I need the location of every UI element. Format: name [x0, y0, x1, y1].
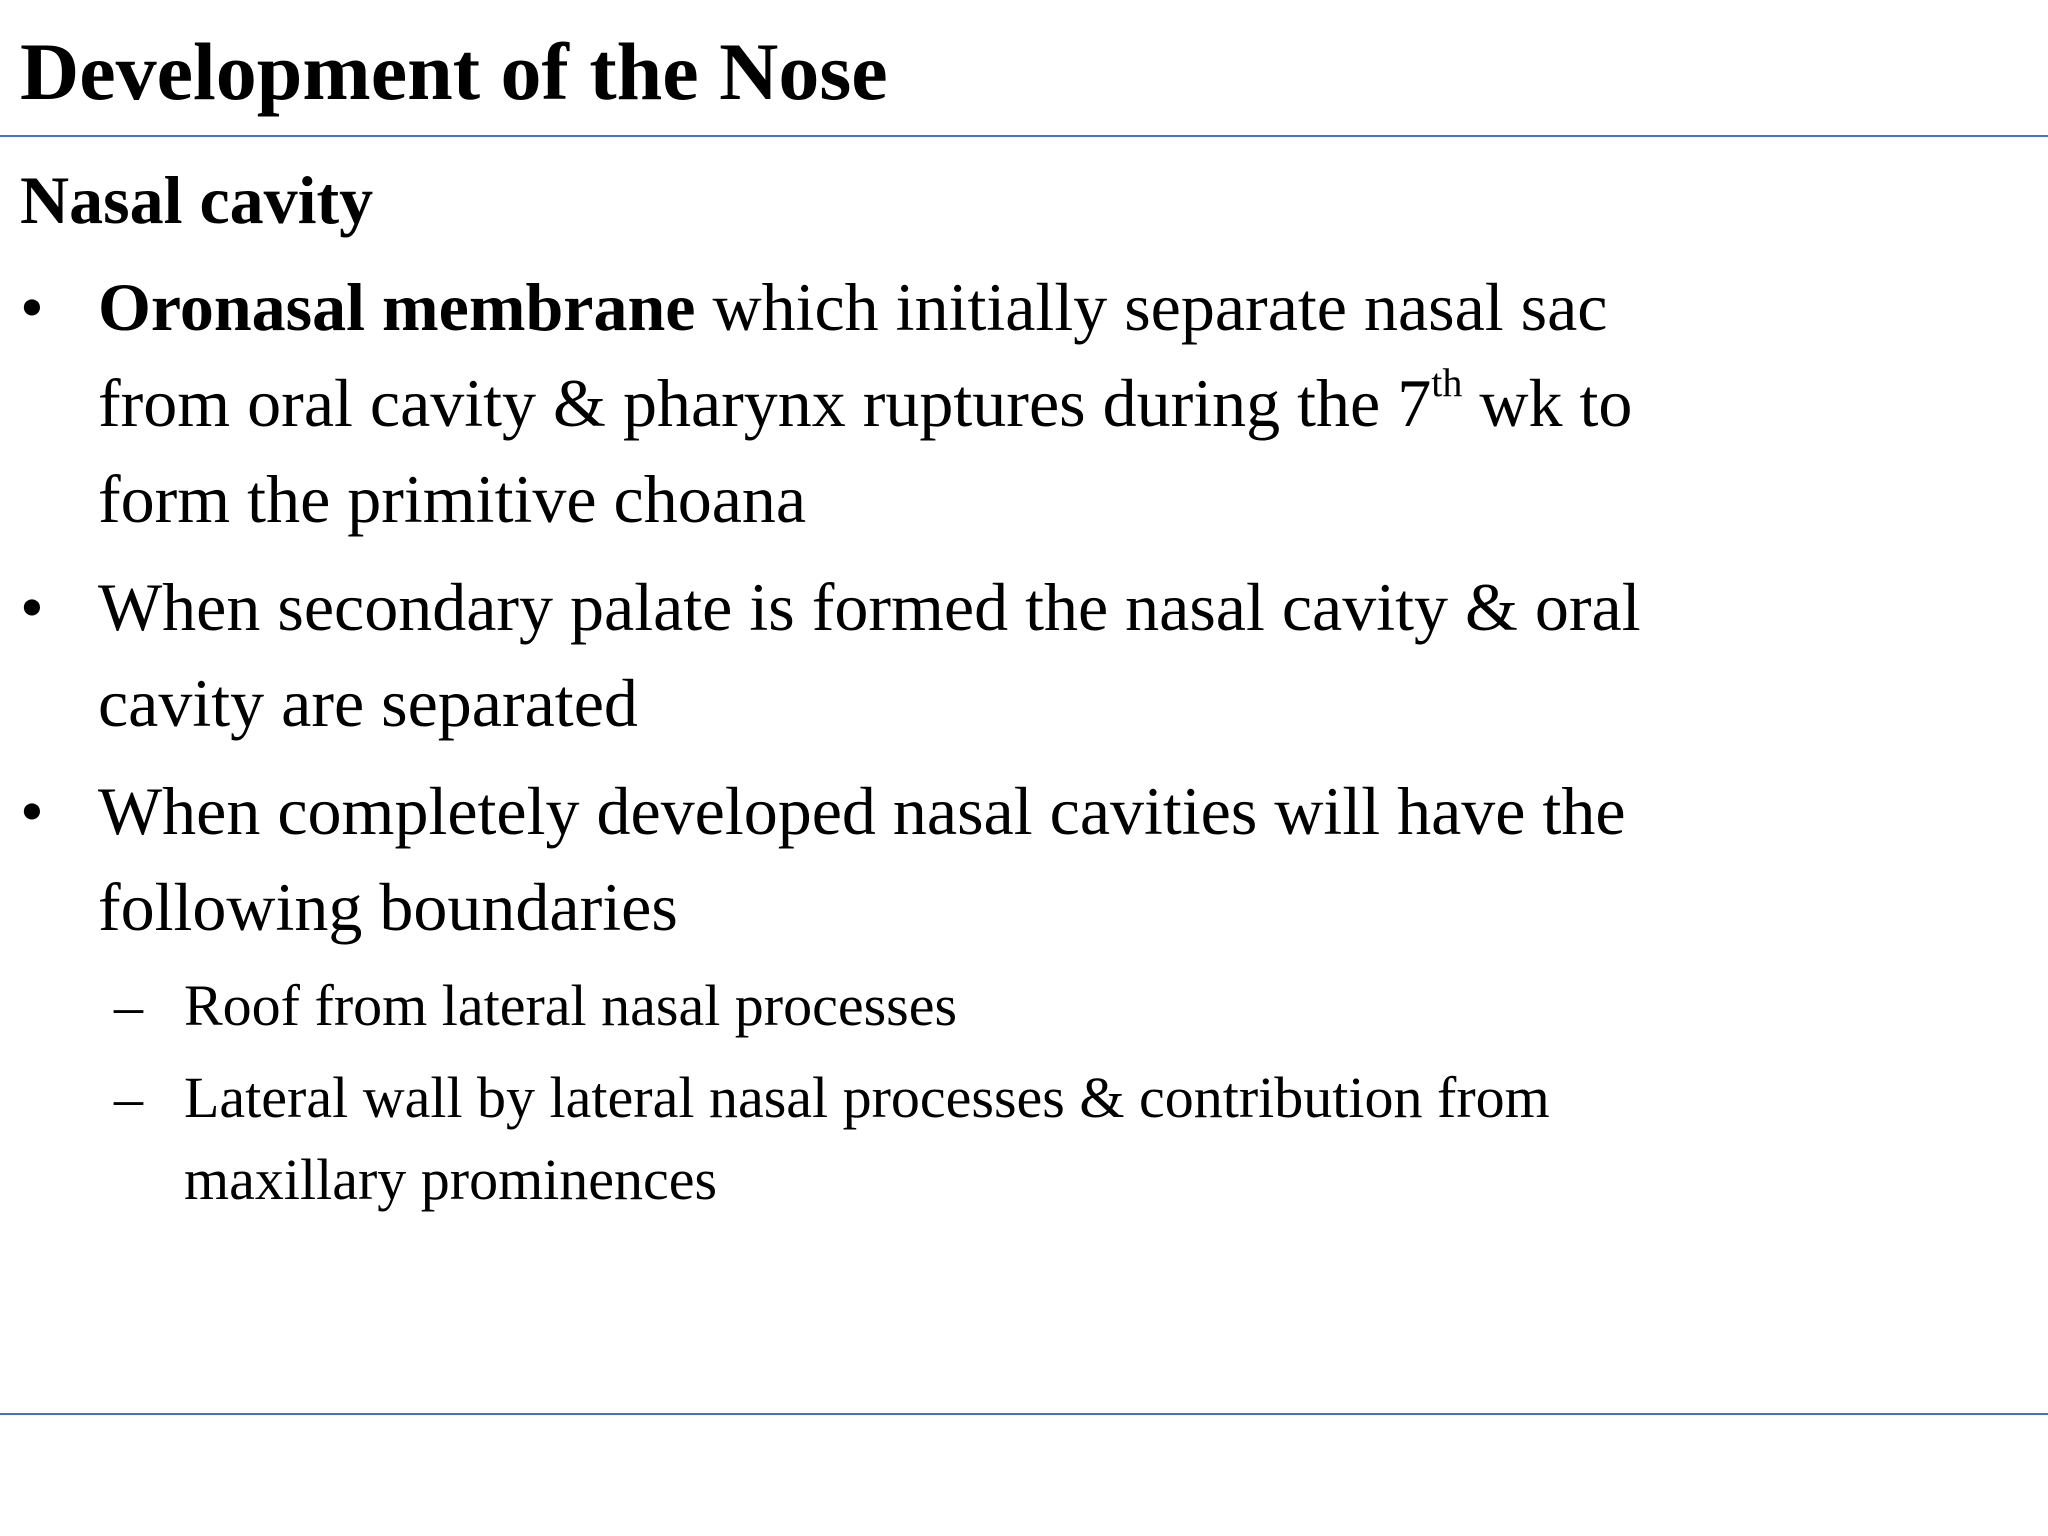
sub-bullet-line: maxillary prominences: [184, 1147, 718, 1212]
bullet-dot-icon: •: [20, 773, 44, 849]
bullet-text: which initially separate nasal sac: [695, 269, 1608, 345]
slide-title: Development of the Nose: [20, 26, 888, 117]
sub-bullet-line: Lateral wall by lateral nasal processes & contribution from: [184, 1065, 1550, 1130]
bullet-text: wk to: [1462, 365, 1633, 441]
superscript: th: [1431, 360, 1463, 406]
bullet-item: [20, 559, 2020, 751]
sub-bullet-line: Roof from lateral nasal processes: [184, 973, 958, 1038]
bullet-line: following boundaries: [98, 869, 678, 945]
bullet-dot-icon: •: [20, 569, 44, 645]
sub-bullet-list: [98, 965, 2020, 1221]
bullet-line: [98, 355, 2020, 451]
bullet-item: [20, 259, 2020, 547]
bullet-list: [20, 259, 2020, 1221]
bullet-dot-icon: •: [20, 269, 44, 345]
bold-term: Oronasal membrane: [98, 269, 696, 345]
bullet-text: from oral cavity & pharynx ruptures during the 7: [98, 365, 1432, 441]
bottom-divider: [0, 1413, 2048, 1415]
slide-content: [20, 155, 2020, 1221]
sub-bullet-item: [114, 965, 2020, 1047]
bullet-item: [20, 763, 2020, 1221]
bullet-line: When completely developed nasal cavities will have the: [98, 773, 1626, 849]
bullet-line: [98, 259, 2020, 355]
title-divider: [0, 135, 2048, 137]
sub-bullet-item: [114, 1057, 2020, 1221]
bullet-line: form the primitive choana: [98, 461, 807, 537]
dash-icon: –: [114, 1065, 143, 1130]
bullet-line: cavity are separated: [98, 665, 638, 741]
section-heading: Nasal cavity: [20, 162, 374, 238]
dash-icon: –: [114, 973, 143, 1038]
bullet-line: When secondary palate is formed the nasal cavity & oral: [98, 569, 1641, 645]
